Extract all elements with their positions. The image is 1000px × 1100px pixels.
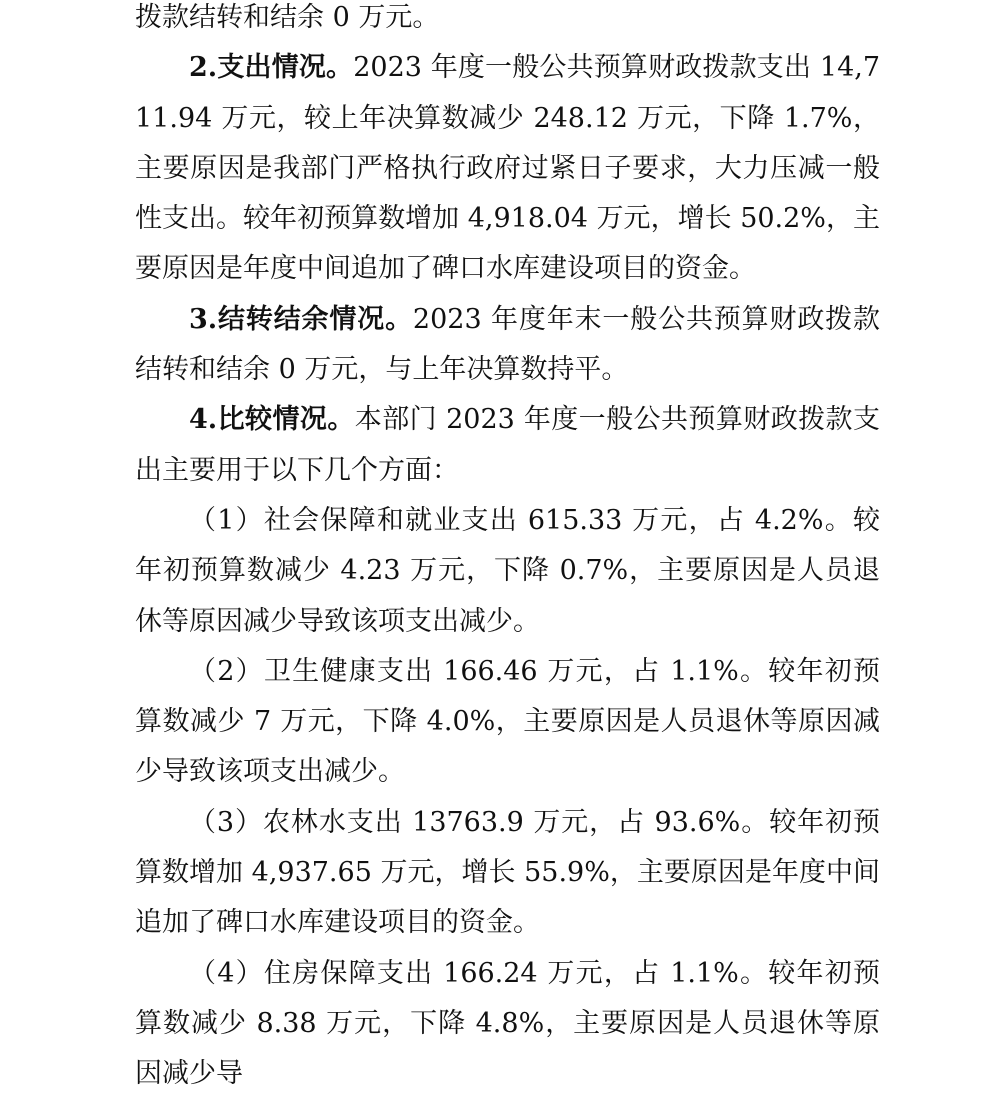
paragraph-expenditure bbox=[135, 43, 880, 294]
document-page bbox=[135, 0, 880, 1100]
section-heading: 3.结转结余情况。 bbox=[189, 303, 413, 335]
paragraph-text: （2）卫生健康支出 166.46 万元，占 1.1%。较年初预算数减少 7 万元，下降 4.0%，主要原因是人员退休等原因减少导致该项支出减少。 bbox=[135, 655, 880, 788]
paragraph-text: 2023 年度年末一般公共预算财政拨款结转和结余 0 万元，与上年决算数持平。 bbox=[135, 303, 880, 386]
paragraph-carryover bbox=[135, 295, 880, 396]
paragraph-text: 2023 年度一般公共预算财政拨款支出 14,711.94 万元，较上年决算数减少 248.12 万元，下降 1.7%，主要原因是我部门严格执行政府过紧日子要求，大力压减一般性支出。较年初预算数增加 4,918.04 万元，增长 50.2%，主要原因是年度中间追加了碑口水库建设项目的资金。 bbox=[135, 52, 881, 285]
list-item-health bbox=[135, 647, 880, 798]
paragraph-text: 本部门 2023 年度一般公共预算财政拨款支出主要用于以下几个方面： bbox=[135, 404, 880, 486]
list-item-social-security bbox=[135, 496, 880, 647]
paragraph-text: （1）社会保障和就业支出 615.33 万元，占 4.2%。较年初预算数减少 4.23 万元，下降 0.7%，主要原因是人员退休等原因减少导致该项支出减少。 bbox=[135, 504, 880, 637]
paragraph-text: （4）住房保障支出 166.24 万元，占 1.1%。较年初预算数减少 8.38 万元，下降 4.8%，主要原因是人员退休等原因减少导 bbox=[135, 957, 880, 1090]
section-heading: 4.比较情况。 bbox=[189, 404, 355, 436]
list-item-agriculture bbox=[135, 798, 880, 949]
paragraph-text: （3）农林水支出 13763.9 万元，占 93.6%。较年初预算数增加 4,937.65 万元，增长 55.9%，主要原因是年度中间追加了碑口水库建设项目的资金。 bbox=[135, 806, 880, 939]
paragraph-continuation bbox=[135, 0, 880, 43]
section-heading: 2.支出情况。 bbox=[189, 52, 354, 84]
paragraph-comparison bbox=[135, 395, 880, 496]
list-item-housing bbox=[135, 949, 880, 1100]
paragraph-text: 拨款结转和结余 0 万元。 bbox=[135, 2, 440, 33]
